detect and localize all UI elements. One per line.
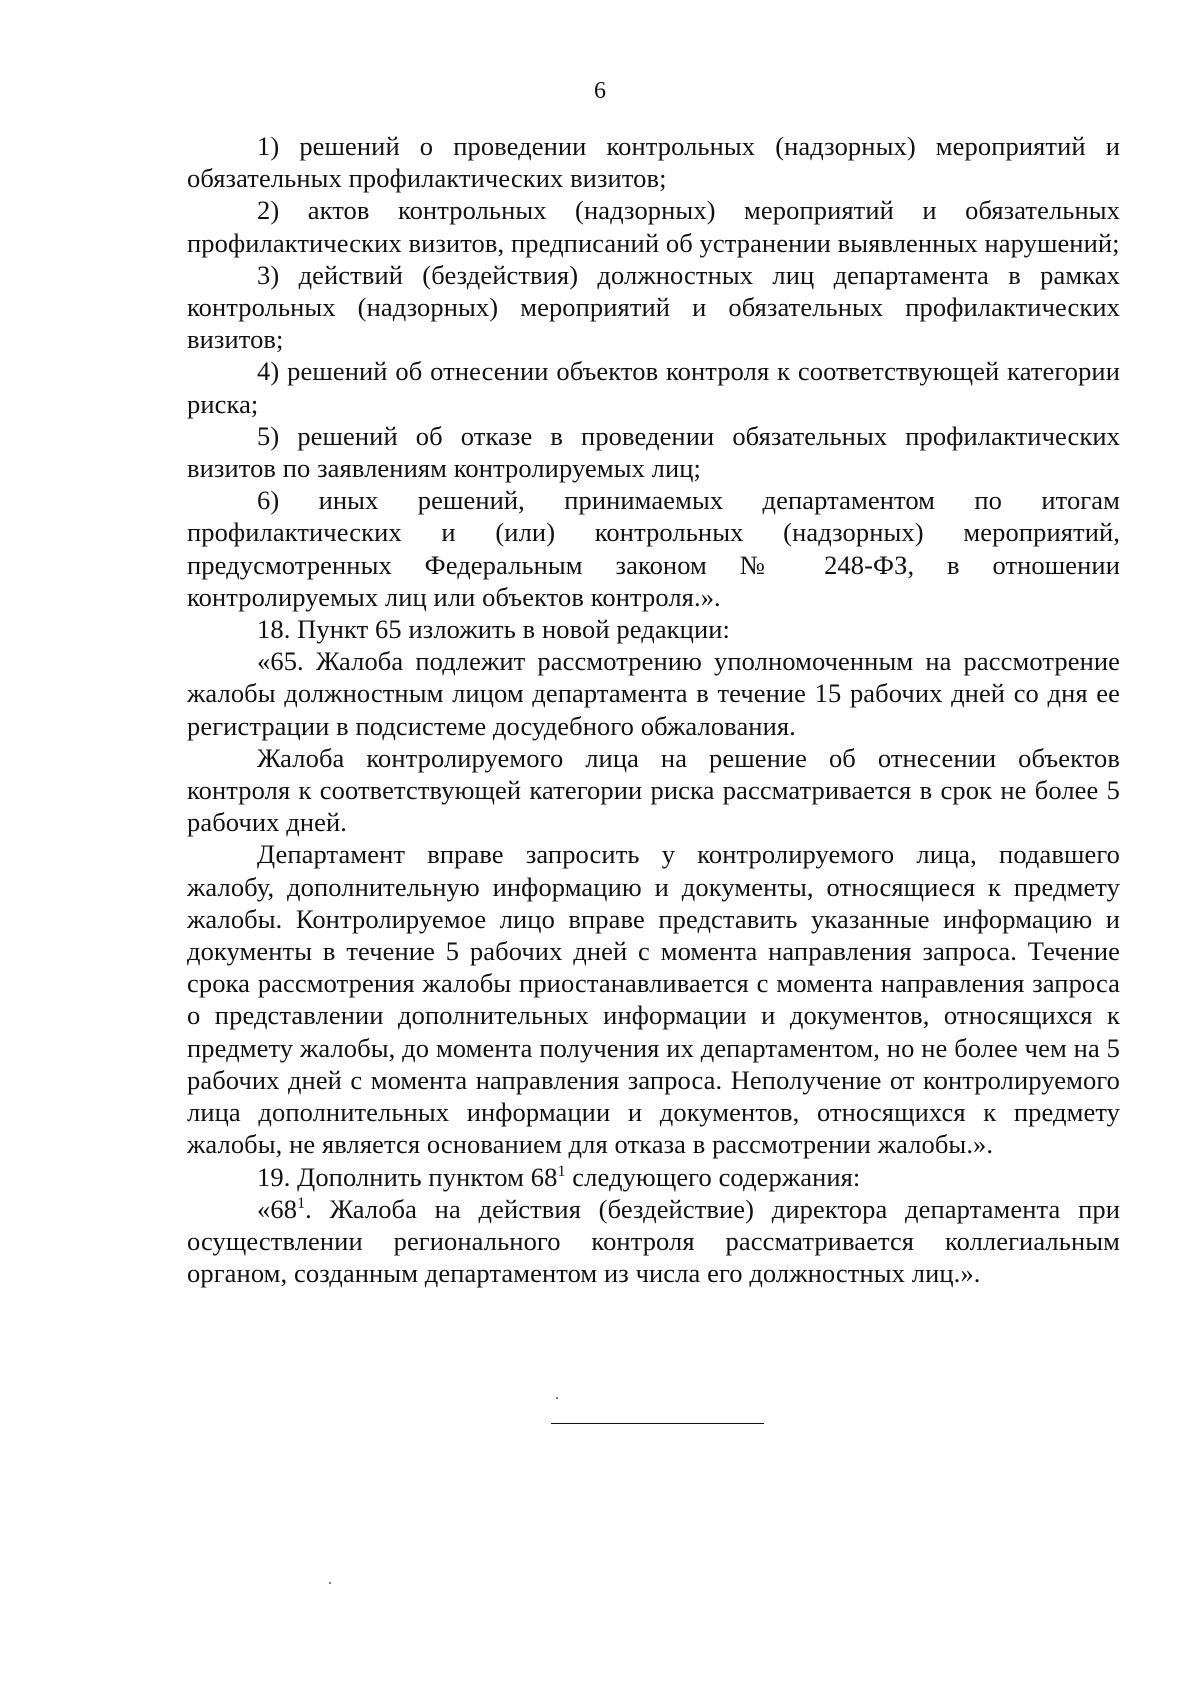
superscript: 1 [297,1194,306,1212]
paragraph-additional-info: Департамент вправе запросить у контролируемого лица, подавшего жалобу, дополнительную информацию и документы, относящиеся к предмету жалобы. Контролируемое лицо вправе представить указанные информацию и документы в течение 5 рабочих дней с момента направления запроса. Течение срока рассмотрения жалобы приостанавливается с момента направления запроса о представлении дополнительных информации и документов, относящихся к предмету жалобы, до момента получения их департаментом, но не более чем на 5 рабочих дней с момента направления запроса. Неполучение от контролируемого лица дополнительных информации и документов, относящихся к предмету жалобы, не является основанием для отказа в рассмотрении жалобы.». [187,839,1120,1160]
point-68-1-text: «68 [257,1193,298,1224]
end-of-text-rule [551,1423,764,1424]
scan-speck [329,1582,331,1584]
paragraph-point-18: 18. Пункт 65 изложить в новой редакции: [257,614,730,645]
paragraph-risk-category: Жалоба контролируемого лица на решение об отнесении объектов контроля к соответствующей категории риска рассматривается в срок не более 5 рабочих дней. [187,742,1120,838]
paragraph-item-6: 6) иных решений, принимаемых департаментом по итогам профилактических и (или) контрольных (надзорных) мероприятий, предусмотренных Федеральным законом № 248-ФЗ, в отношении контролируемых лиц или объектов контроля.». [187,485,1120,612]
point-68-1-text-end: . Жалоба на действия (бездействие) директора департамента при осуществлении регионального контроля рассматривается коллегиальным органом, созданным департаментом из числа его должностных лиц.». [187,1193,1120,1289]
document-body [187,130,1120,1289]
paragraph-item-5: 5) решений об отказе в проведении обязательных профилактических визитов по заявлениям контролируемых лиц; [187,420,1120,484]
paragraph-point-19 [187,1161,1120,1193]
point-19-text-end: следующего содержания: [565,1161,861,1192]
paragraph-point-68-1 [187,1193,1120,1290]
page-number: 6 [594,78,606,104]
scan-speck [556,1397,558,1399]
superscript: 1 [557,1162,566,1180]
paragraph-item-1: 1) решений о проведении контрольных (надзорных) мероприятий и обязательных профилактических визитов; [187,131,1120,194]
paragraph-item-2: 2) актов контрольных (надзорных) мероприятий и обязательных профилактических визитов, предписаний об устранении выявленных нарушений; [187,195,1120,258]
paragraph-item-3: 3) действий (бездействия) должностных лиц департамента в рамках контрольных (надзорных) мероприятий и обязательных профилактических визитов; [187,259,1120,355]
paragraph-item-4: 4) решений об отнесении объектов контроля к соответствующей категории риска; [187,356,1120,419]
point-19-text: 19. Дополнить пунктом 68 [257,1161,558,1192]
paragraph-point-65: «65. Жалоба подлежит рассмотрению уполномоченным на рассмотрение жалобы должностным лицом департамента в течение 15 рабочих дней со дня ее регистрации в подсистеме досудебного обжалования. [187,646,1120,741]
